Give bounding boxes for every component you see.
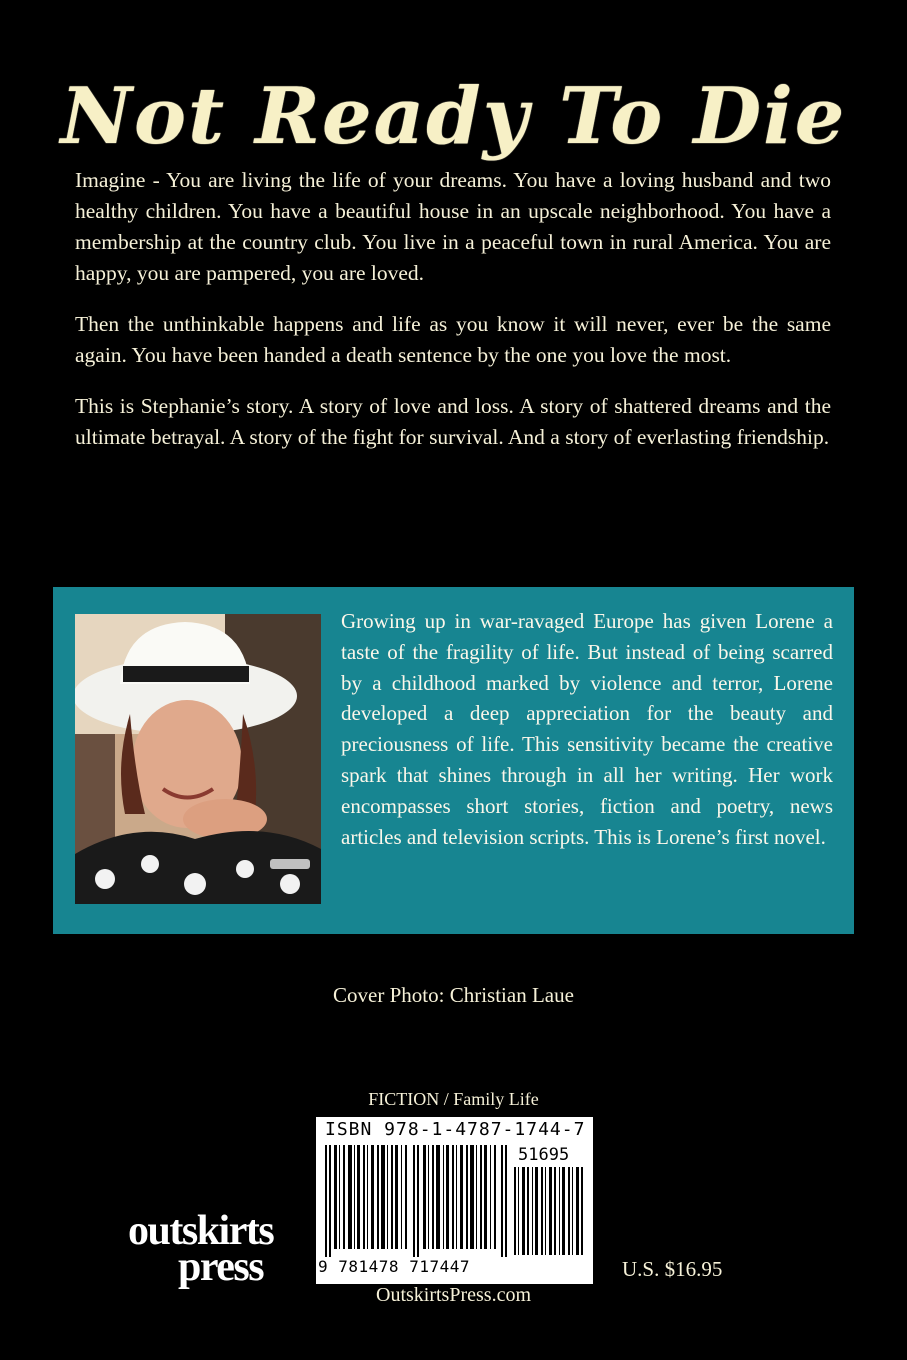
price-code: 51695 <box>518 1145 570 1165</box>
publisher-website: OutskirtsPress.com <box>376 1284 531 1306</box>
author-bio-text: Growing up in war-ravaged Europe has given Lorene a taste of the fragility of life. But instead of being scarred by a childhood marked by violence and terror, Lorene developed a deep appreciation for the beauty and preciousness of life. This sensitivity became the creative spark that shines through in all her writing. Her work encompasses short stories, fiction and poetry, news articles and television scripts. This is Lorene’s first novel. <box>341 609 833 849</box>
author-bio-panel <box>53 587 854 934</box>
publisher-logo <box>128 1208 274 1290</box>
isbn-barcode <box>316 1117 593 1284</box>
book-price: U.S. $16.95 <box>622 1257 723 1281</box>
blurb-paragraph: This is Stephanie’s story. A story of love and loss. A story of shattered dreams and the ultimate betrayal. A story of the fight for survival. And a story of everlasting friendship. <box>75 394 831 449</box>
barcode-bars <box>325 1145 511 1257</box>
blurb-paragraph: Imagine - You are living the life of your dreams. You have a loving husband and two healthy children. You have a beautiful house in an upscale neighborhood. You have a membership at the country club. You live in a peaceful town in rural America. You are happy, you are pampered, you are loved. <box>75 168 831 285</box>
barcode-addon-bars <box>514 1167 586 1255</box>
isbn-label: ISBN 978-1-4787-1744-7 <box>325 1119 586 1140</box>
barcode-digits: 9 781478 717447 <box>318 1257 470 1276</box>
book-category: FICTION / Family Life <box>368 1089 539 1109</box>
blurb-paragraph: Then the unthinkable happens and life as you know it will never, ever be the same again. You have been handed a death sentence by the one you love the most. <box>75 312 831 367</box>
author-photo <box>75 614 321 904</box>
back-cover-blurb <box>75 165 831 473</box>
book-title: Not Ready To Die <box>60 71 847 162</box>
logo-line-1: outskirts <box>128 1208 274 1254</box>
logo-line-2: press <box>178 1243 264 1290</box>
cover-photo-credit: Cover Photo: Christian Laue <box>333 983 574 1007</box>
